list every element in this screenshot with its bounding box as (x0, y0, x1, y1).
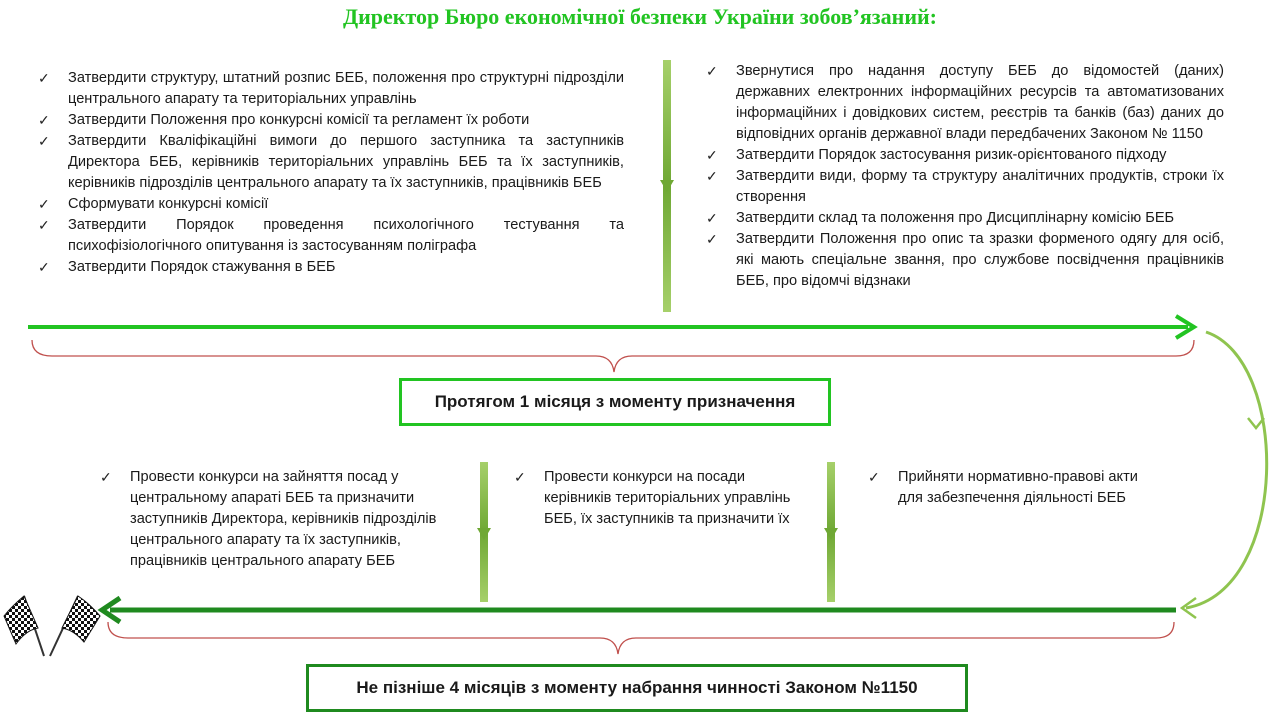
phase1-deadline-label: Протягом 1 місяця з моменту призначення (399, 378, 831, 426)
list-item: ✓ Провести конкурси на посади керівників територіальних управлінь БЕБ, їх заступників та призначити їх (514, 469, 791, 527)
phase2-column-3 (866, 467, 1166, 509)
timeline-arrow-bottom (102, 598, 1176, 622)
checkmark-icon: ✓ (868, 469, 880, 485)
checkmark-icon: ✓ (38, 133, 50, 149)
checkmark-icon: ✓ (706, 210, 718, 226)
checkmark-icon: ✓ (706, 63, 718, 79)
connector-curve (1182, 332, 1267, 618)
list-item: ✓ Затвердити Положення про конкурсні комісії та регламент їх роботи (36, 110, 624, 131)
separator-bottom-2 (824, 462, 838, 602)
page-title: Директор Бюро економічної безпеки України зобов’язаний: (342, 4, 938, 29)
list-item: ✓ Затвердити склад та положення про Дисциплінарну комісію БЕБ (704, 208, 1224, 229)
list-item: ✓ Сформувати конкурсні комісії (36, 194, 624, 215)
separator-bottom-1 (477, 462, 491, 602)
list-item: ✓ Затвердити структуру, штатний розпис БЕБ, положення про структурні підрозділи центрального апарату та територіальних управлінь (38, 70, 624, 107)
phase2-column-2 (512, 467, 792, 530)
list-item: ✓ Провести конкурси на зайняття посад у центральному апараті БЕБ та призначити заступників Директора, керівників підрозділів центрального апарату та їх заступників, працівників центрального апарату БЕБ (100, 469, 437, 569)
phase2-column-1 (98, 467, 448, 572)
timeline-arrow-top (28, 316, 1194, 338)
bracket-bottom (108, 622, 1174, 654)
phase1-left-checklist (36, 68, 624, 278)
list-item: ✓ Прийняти нормативно-правові акти для забезпечення діяльності БЕБ (868, 469, 1138, 506)
bracket-top (32, 340, 1194, 372)
list-item: ✓ Затвердити Порядок застосування ризик-орієнтованого підходу (704, 145, 1224, 166)
checkmark-icon: ✓ (706, 231, 718, 247)
list-item: ✓ Затвердити Порядок стажування в БЕБ (36, 257, 624, 278)
checkmark-icon: ✓ (100, 469, 112, 485)
list-item: ✓ Затвердити види, форму та структуру аналітичних продуктів, строки їх створення (706, 168, 1224, 205)
list-item: ✓ Затвердити Положення про опис та зразки форменого одягу для осіб, які мають спеціальне звання, про службове посвідчення працівників БЕБ, про відомчі відзнаки (706, 231, 1224, 289)
phase1-right-checklist (704, 61, 1224, 292)
checkmark-icon: ✓ (38, 196, 50, 212)
list-item: ✓ Затвердити Порядок проведення психологічного тестування та психофізіологічного опитування із застосуванням поліграфа (38, 217, 624, 254)
checkmark-icon: ✓ (38, 70, 50, 86)
checkmark-icon: ✓ (38, 259, 50, 275)
phase2-deadline-label: Не пізніше 4 місяців з моменту набрання чинності Законом №1150 (306, 664, 968, 712)
checkmark-icon: ✓ (38, 217, 50, 233)
checkmark-icon: ✓ (706, 168, 718, 184)
checkmark-icon: ✓ (706, 147, 718, 163)
checkered-flags-icon (4, 596, 100, 656)
checkmark-icon: ✓ (514, 469, 526, 485)
list-item: ✓ Затвердити Кваліфікаційні вимоги до першого заступника та заступників Директора БЕБ, керівників територіальних управлінь БЕБ та їх заступників, керівників підрозділів центрального апарату та їх заступників, працівників БЕБ (38, 133, 624, 191)
checkmark-icon: ✓ (38, 112, 50, 128)
list-item: ✓ Звернутися про надання доступу БЕБ до відомостей (даних) державних електронних інформаційних ресурсів та автоматизованих інформаційних і довідкових систем, реєстрів та банків (баз) даних до відповідних органів державної влади передбачених Законом № 1150 (706, 63, 1224, 142)
separator-top (660, 60, 674, 312)
